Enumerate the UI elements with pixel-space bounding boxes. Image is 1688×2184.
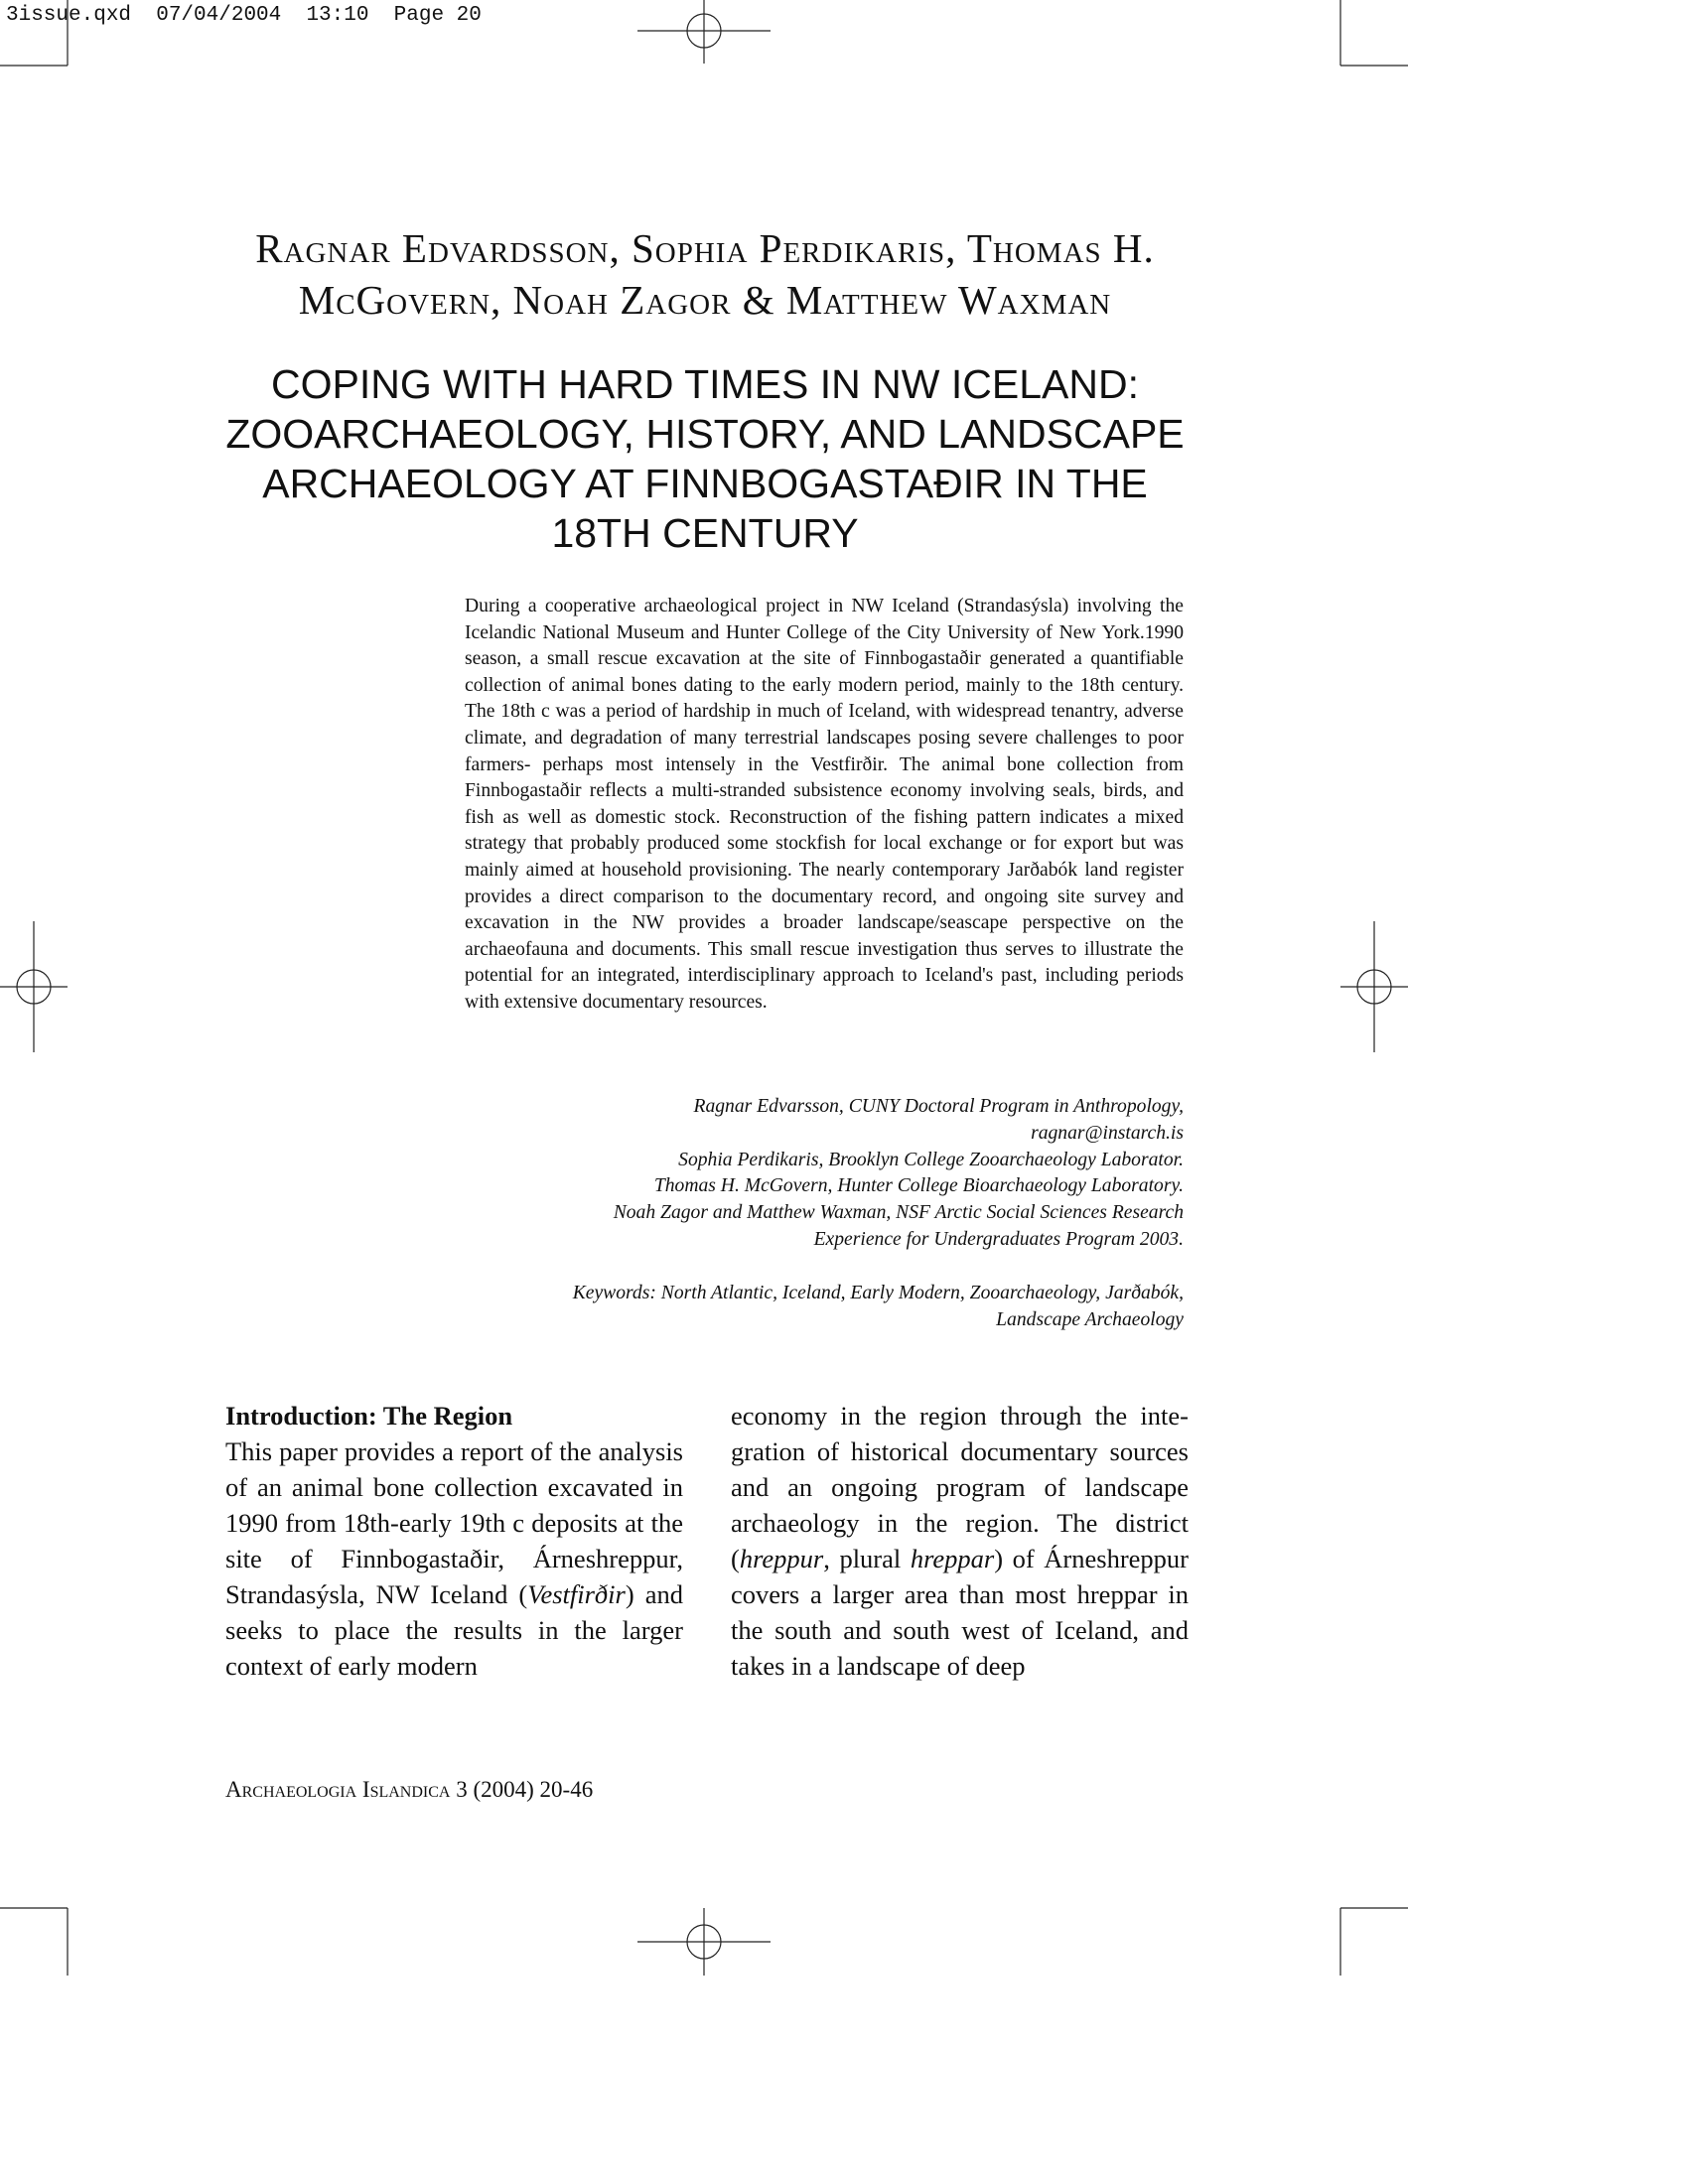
title-line: COPING WITH HARD TIMES IN NW ICELAND: (271, 361, 1139, 407)
text-run: ) of Árneshreppur covers a larger area than most hreppar in the south and south west of Iceland, and takes in a landscape of deep (731, 1544, 1189, 1681)
keywords-line: Landscape Archaeology (996, 1308, 1184, 1330)
body-paragraph (225, 1433, 683, 1684)
text-run-italic: hreppur (739, 1544, 824, 1573)
author-line: Ragnar Edvardsson, Sophia Perdikaris, Thomas H. (255, 225, 1155, 271)
registration-mark-right (1340, 921, 1408, 1052)
registration-mark-bottom (637, 1908, 771, 1976)
section-heading: Introduction: The Region (225, 1401, 513, 1431)
text-run: , plural (823, 1544, 911, 1573)
text-run-italic: hreppar (910, 1544, 995, 1573)
affiliation-line: Experience for Undergraduates Program 2003. (813, 1228, 1184, 1250)
text-run: This paper provides a report of the analysis of an animal bone collection excavated in 1990 from 18th-early 19th c deposits at the site of Finnbogastaðir, Árneshreppur, Strandasýsla, NW Iceland ( (225, 1436, 683, 1609)
affiliation-line: Thomas H. McGovern, Hunter College Bioarchaeology Laboratory. (653, 1175, 1184, 1197)
registration-mark-top (637, 0, 771, 64)
keywords (465, 1281, 1184, 1334)
author-line: McGovern, Noah Zagor & Matthew Waxman (298, 277, 1112, 323)
title-line: ARCHAEOLOGY AT FINNBOGASTAÐIR IN THE (262, 461, 1148, 506)
file-slug: 3issue.qxd 07/04/2004 13:10 Page 20 (6, 4, 482, 27)
body-column-left (225, 1398, 683, 1684)
registration-mark-left (0, 921, 68, 1052)
abstract: During a cooperative archaeological project in NW Iceland (Strandasýsla) involving the Icelandic National Museum and Hunter College of the City University of New York.1990 season, a small rescue excavation at the site of Finnbogastaðir generated a quantifiable collection of animal bones dating to the early modern period, mainly to the 18th century. The 18th c was a period of hardship in much of Iceland, with widespread tenantry, adverse climate, and degradation of many terrestrial landscapes posing severe challenges to poor farmers- perhaps most intensely in the Vestfirðir. The animal bone collection from Finnbogastaðir reflects a multi-stranded subsistence economy involving seals, birds, and fish as well as domestic stock. Reconstruction of the fishing pattern indicates a mixed strategy that probably produced some stockfish for local exchange or for export but was mainly aimed at household provisioning. The nearly contemporary Jarðabók land register provides a direct comparison to the documentary record, and ongoing site survey and excavation in the NW provides a broader landscape/seascape perspective on the archaeofauna and documents. This small rescue investigation thus serves to illustrate the potential for an integrated, interdisciplinary approach to Iceland's past, including periods with extensive documentary resources. (465, 596, 1184, 1013)
affiliation-line: Sophia Perdikaris, Brooklyn College Zooarchaeology Laborator. (678, 1149, 1184, 1170)
body-column-right (731, 1398, 1189, 1684)
title-line: 18TH CENTURY (551, 510, 859, 556)
journal-citation (225, 1775, 593, 1805)
text-run-italic: Vestfirðir (527, 1579, 626, 1609)
author-list (179, 222, 1231, 326)
affiliation-line: Noah Zagor and Matthew Waxman, NSF Arctic Social Sciences Research (613, 1202, 1184, 1224)
affiliation-line: Ragnar Edvarsson, CUNY Doctoral Program in Anthropology, (693, 1096, 1184, 1117)
journal-name: Archaeologia Islandica (225, 1777, 451, 1802)
author-affiliations (465, 1094, 1184, 1254)
citation-details: 3 (2004) 20-46 (450, 1777, 594, 1802)
text-run: economy in the region through the integration of historical documentary sources and an ongoing program of landscape archaeology in the region. The district ( (731, 1401, 1189, 1573)
title-line: ZOOARCHAEOLOGY, HISTORY, AND LANDSCAPE (225, 411, 1185, 457)
body-paragraph (731, 1398, 1189, 1684)
keywords-line: Keywords: North Atlantic, Iceland, Early Modern, Zooarchaeology, Jarðabók, (572, 1283, 1184, 1303)
article-title (179, 359, 1231, 558)
text-run: ) and seeks to place the results in the larger context of early modern (225, 1579, 683, 1681)
affiliation-line: ragnar@instarch.is (1031, 1122, 1184, 1144)
